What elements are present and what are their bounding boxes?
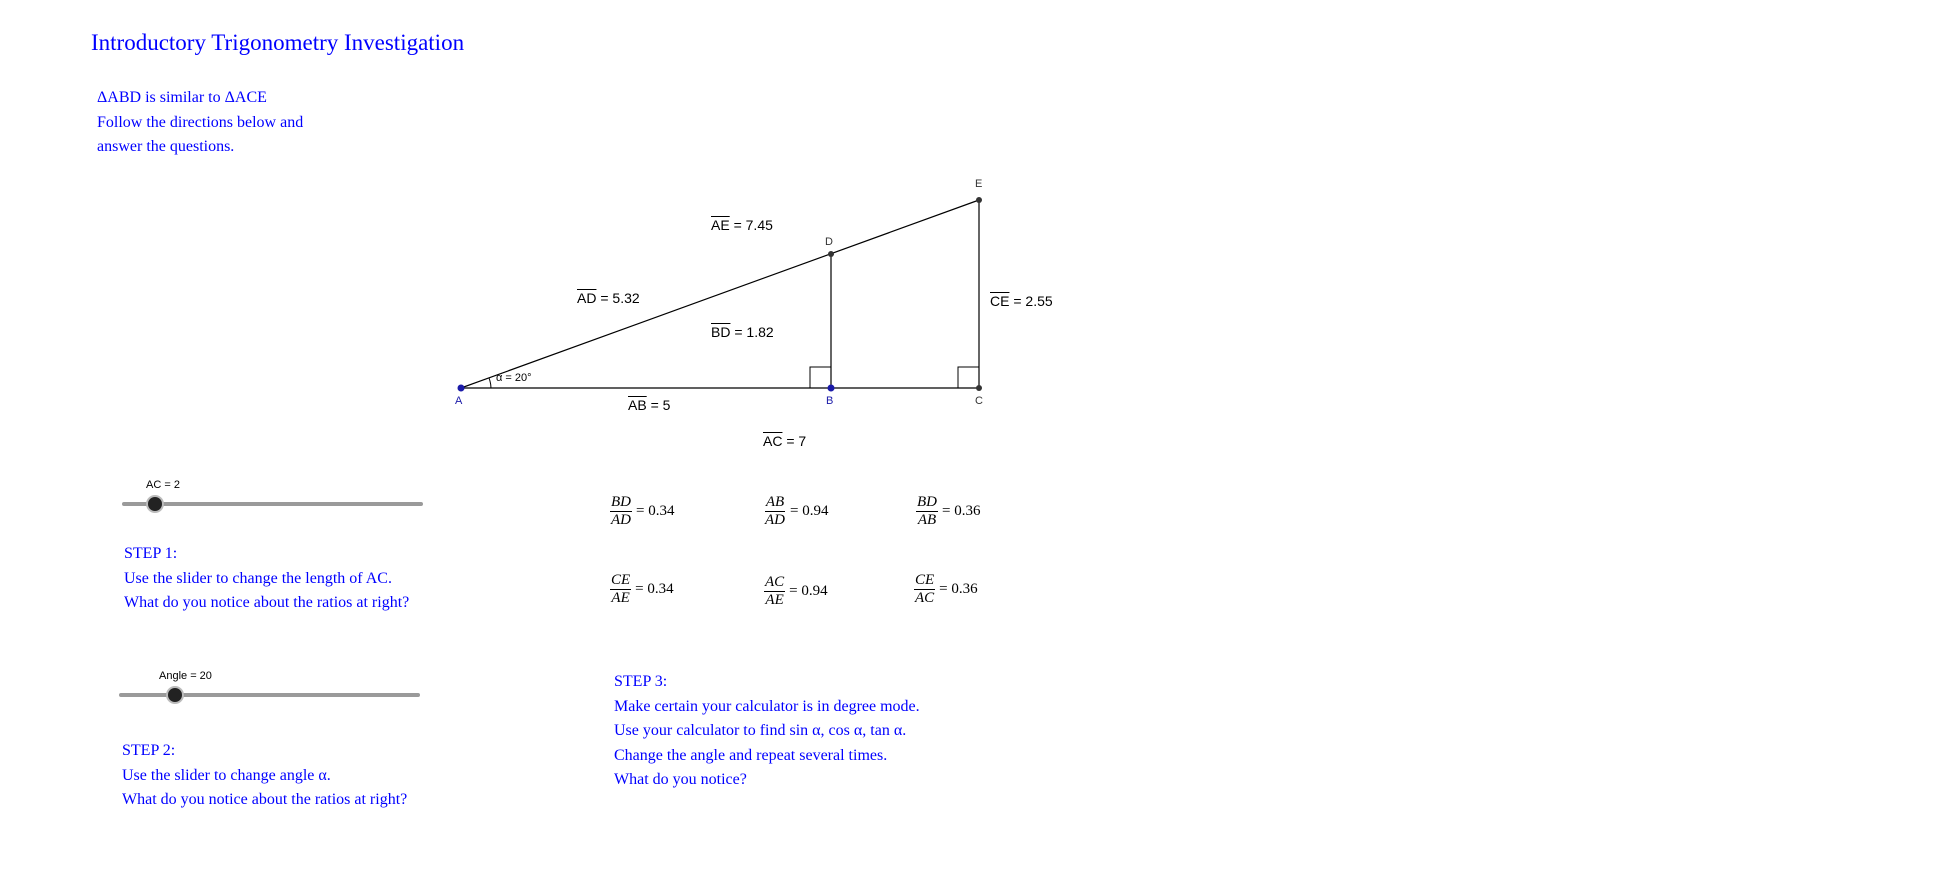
ratio-ce-ae [610,572,674,607]
step1-heading: STEP 1: [124,545,178,562]
slider-ac-track[interactable] [122,502,423,506]
segment-ae-name: $\overline{AE}$ [711,217,730,233]
ratio-ab-ad-num: AB [765,494,785,510]
intro-line-2: Follow the directions below and [97,113,304,131]
point-b[interactable] [828,385,835,392]
intro-line-1: ΔABD is similar to ΔACE [97,89,267,106]
segment-bd-name: $\overline{BD}$ [711,324,731,340]
step3-text [614,670,920,793]
segment-ac-name: $\overline{AC}$ [763,433,783,449]
ratio-ce-ae-den: AE [611,590,630,606]
page-title: Introductory Trigonometry Investigation [91,30,465,55]
segment-ac-value: = 7 [786,433,807,449]
ratio-bd-ad-value: = 0.34 [636,503,675,519]
segment-ce-value: = 2.55 [1013,293,1053,309]
point-a[interactable] [458,385,465,392]
step1-text [124,542,409,616]
segment-ae-label [711,217,773,233]
ratio-ce-ac-den: AC [915,590,935,606]
step3-line-2: Use your calculator to find sin α, cos α, tan α. [614,722,907,739]
point-c-label: C [975,395,983,407]
ratio-bd-ab-value: = 0.36 [942,503,981,519]
step2-line-2: What do you notice about the ratios at right? [122,791,408,808]
ratio-ac-ae-num: AC [765,574,785,590]
angle-alpha-label: α = 20° [496,372,532,384]
point-e-label: E [975,178,983,190]
ratio-ac-ae-value: = 0.94 [789,583,828,599]
ratio-ce-ae-num: CE [611,572,631,588]
ratio-ab-ad [764,494,828,529]
segment-ad-label [577,290,640,306]
segment-bd-label [711,324,774,340]
point-e [976,197,982,203]
step3-line-4: What do you notice? [614,771,747,788]
right-angle-marker-c [958,367,979,388]
point-d-label: D [825,236,833,248]
segment-ac-label [763,433,806,449]
point-a-label: A [455,395,463,407]
slider-ac-label: AC = 2 [146,479,180,491]
right-angle-marker-b [810,367,831,388]
ratio-bd-ad-num: BD [611,494,631,510]
segment-ab-name: $\overline{AB}$ [628,397,647,413]
segment-ad-value: = 5.32 [600,290,640,306]
ratio-ab-ad-den: AD [765,512,785,528]
segment-ab-value: = 5 [650,397,671,413]
ratio-ce-ae-value: = 0.34 [635,581,674,597]
slider-angle-label: Angle = 20 [159,670,212,682]
segment-ad-name: $\overline{AD}$ [577,290,597,306]
ratio-ab-ad-value: = 0.94 [790,503,829,519]
ratio-bd-ad [610,494,674,529]
ratio-bd-ad-den: AD [611,512,631,528]
step3-line-3: Change the angle and repeat several times. [614,746,888,764]
ratio-bd-ab-den: AB [917,512,937,528]
point-b-label: B [826,395,834,407]
step2-text [122,739,407,813]
segment-ab-label [628,397,670,413]
point-c [976,385,982,391]
ratio-ac-ae [764,574,828,609]
slider-angle-track[interactable] [119,693,420,697]
step3-line-1: Make certain your calculator is in degree mode. [614,697,920,715]
segment-ae-value: = 7.45 [733,217,773,233]
step2-heading: STEP 2: [122,742,176,759]
ratio-ce-ac-num: CE [915,572,935,588]
ratio-ce-ac [914,572,978,607]
step1-line-2: What do you notice about the ratios at right? [124,594,410,611]
intro-line-3: answer the questions. [97,138,235,155]
segment-ce-name: $\overline{CE}$ [990,293,1010,309]
step1-line-1: Use the slider to change the length of AC. [124,569,392,587]
segment-bd-value: = 1.82 [734,324,774,340]
step3-heading: STEP 3: [614,673,668,690]
ratio-bd-ab-num: BD [917,494,937,510]
angle-alpha-arc [489,378,491,388]
ratio-ac-ae-den: AE [765,592,784,608]
point-d [828,251,834,257]
segment-ce-label [990,293,1053,309]
step2-line-1: Use the slider to change angle α. [122,766,331,784]
ratio-ce-ac-value: = 0.36 [939,581,978,597]
ratio-bd-ab [916,494,980,529]
